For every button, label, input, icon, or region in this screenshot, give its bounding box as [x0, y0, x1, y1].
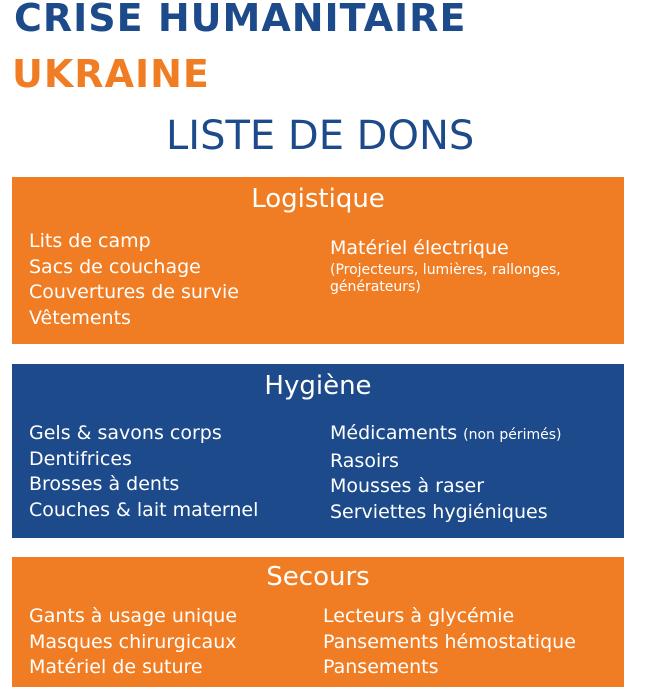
list-left	[29, 421, 258, 523]
list-left	[29, 604, 237, 681]
list-right	[330, 236, 561, 296]
list-item: Gants à usage unique	[29, 605, 238, 627]
list-left	[29, 229, 239, 331]
list-item	[330, 421, 562, 449]
title-crise-humanitaire: CRISE HUMANITAIRE	[14, 0, 467, 40]
list-item: Couvertures de survie	[29, 281, 239, 303]
list-item: Matériel de suture	[29, 656, 203, 678]
list-item: Sacs de couchage	[29, 255, 201, 278]
title-ukraine: UKRAINE	[12, 52, 210, 96]
list-right	[330, 421, 562, 525]
list-item: Pansements hémostatique	[323, 630, 576, 653]
list-item-note: générateurs)	[330, 278, 421, 295]
list-item: Rasoirs	[330, 449, 399, 472]
list-item: Pansements	[323, 656, 439, 678]
section-title: Hygiène	[264, 371, 372, 401]
list-item: Couches & lait maternel	[29, 498, 259, 521]
title-liste-de-dons: LISTE DE DONS	[166, 113, 475, 159]
list-item: Masques chirurgicaux	[29, 630, 237, 653]
list-item: Matériel électrique	[330, 237, 509, 259]
list-item: Lits de camp	[29, 230, 151, 252]
section-title: Secours	[266, 562, 370, 592]
list-item: Vêtements	[29, 306, 131, 329]
list-item: Dentifrices	[29, 447, 132, 470]
list-item-note: (non périmés)	[463, 427, 562, 443]
list-right	[323, 604, 576, 681]
list-item-note: (Projecteurs, lumières, rallonges,	[330, 261, 561, 278]
list-item-main: Médicaments	[330, 422, 464, 444]
section-logistique	[12, 177, 624, 344]
list-item: Mousses à raser	[330, 475, 485, 497]
list-item: Serviettes hygiéniques	[330, 500, 548, 523]
list-item: Brosses à dents	[29, 473, 180, 495]
section-secours	[12, 557, 624, 687]
section-hygiene	[12, 364, 624, 538]
section-title: Logistique	[251, 184, 385, 214]
list-item: Lecteurs à glycémie	[323, 605, 515, 627]
list-item: Gels & savons corps	[29, 422, 222, 444]
